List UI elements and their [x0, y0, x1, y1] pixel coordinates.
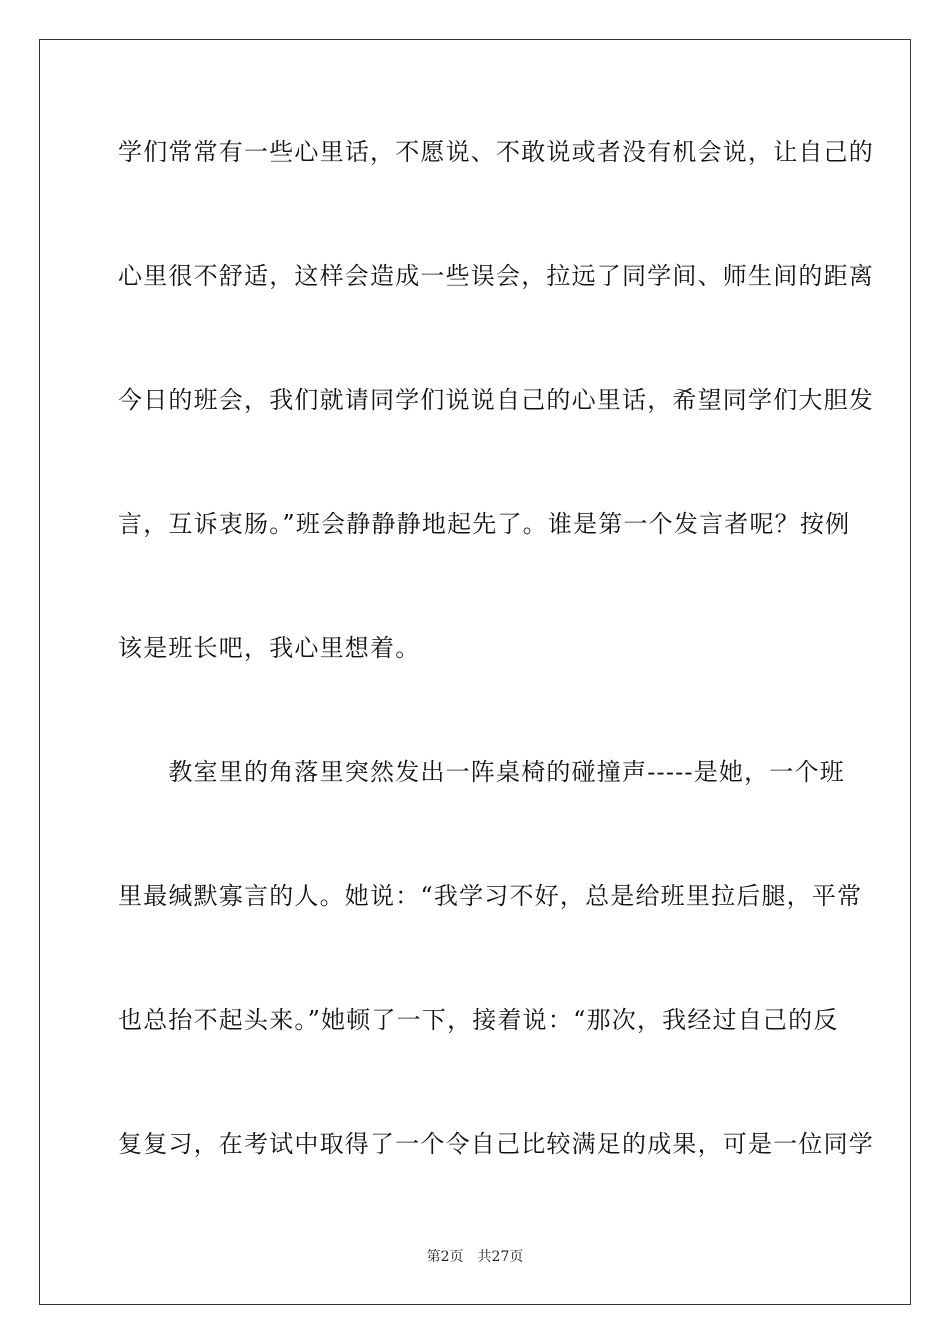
- page-footer: 第2页 共27页: [426, 1249, 524, 1265]
- body-text-line: 复复习，在考试中取得了一个令自己比较满足的成果，可是一位同学: [118, 1130, 874, 1158]
- body-text-line: 教室里的角落里突然发出一阵桌椅的碰撞声-----是她，一个班: [118, 758, 845, 786]
- body-text-line: 该是班长吧，我心里想着。: [118, 634, 421, 662]
- body-text-line: 心里很不舒适，这样会造成一些误会，拉远了同学间、师生间的距离: [118, 262, 874, 290]
- body-text-line: 今日的班会，我们就请同学们说说自己的心里话，希望同学们大胆发: [118, 386, 874, 414]
- body-text-line: 里最缄默寡言的人。她说：“我学习不好，总是给班里拉后腿，平常: [118, 882, 863, 910]
- body-text-line: 学们常常有一些心里话，不愿说、不敢说或者没有机会说，让自己的: [118, 138, 874, 166]
- body-text-line: 也总抬不起头来。”她顿了一下，接着说：“那次，我经过自己的反: [118, 1006, 839, 1034]
- page-border: [39, 39, 911, 1305]
- body-text-line: 言，互诉衷肠。”班会静静静地起先了。谁是第一个发言者呢？按例: [118, 510, 851, 538]
